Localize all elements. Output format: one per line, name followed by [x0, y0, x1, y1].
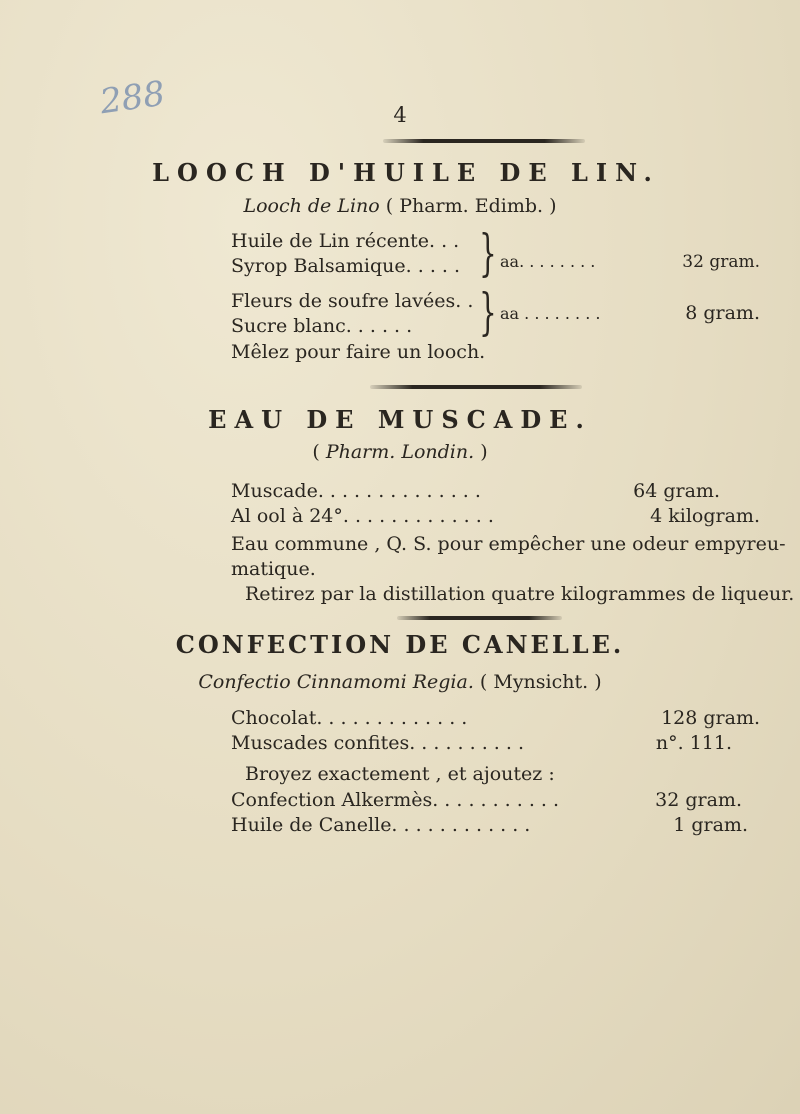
confection-row-2-name: Muscades confites. . . . . . . . . . [231, 732, 524, 754]
confection-row-1-name: Chocolat. . . . . . . . . . . . . [231, 707, 468, 729]
page-number: 4 [393, 103, 407, 127]
confection-subtitle-latin: Confectio Cinnamomi Regia. [198, 671, 474, 693]
confection-row-4-name: Huile de Canelle. . . . . . . . . . . . [231, 814, 531, 836]
handwritten-note: 288 [97, 73, 168, 123]
eau-text-2: matique. [231, 558, 316, 580]
eau-text-3: Retirez par la distillation quatre kilogrammes de liqueur. [245, 583, 795, 605]
confection-row-2-amount: n°. 111. [655, 732, 732, 754]
looch-aa-1: aa. . . . . . . . [500, 252, 596, 271]
eau-text-1: Eau commune , Q. S. pour empêcher une odeur empyreu- [231, 533, 786, 555]
confection-subtitle-source: ( Mynsicht. ) [479, 671, 602, 693]
looch-subtitle [0, 195, 800, 217]
eau-source: ( Pharm. Londin. ) [312, 441, 488, 463]
looch-item-3: Fleurs de soufre lavées. . [231, 290, 474, 312]
eau-source-latin: Pharm. Londin. [325, 441, 475, 463]
looch-subtitle-source: ( Pharm. Edimb. ) [385, 195, 557, 217]
looch-item-4: Sucre blanc. . . . . . [231, 315, 413, 337]
confection-row-4-amount: 1 gram. [673, 814, 748, 836]
looch-title: LOOCH D'HUILE DE LIN. [152, 158, 660, 187]
confection-row-3-name: Confection Alkermès. . . . . . . . . . . [231, 789, 560, 811]
eau-title: EAU DE MUSCADE. [208, 405, 592, 434]
looch-amount-2: 8 gram. [685, 302, 760, 324]
confection-row-3-amount: 32 gram. [655, 789, 742, 811]
brace-2: } [479, 283, 497, 341]
looch-aa-2: aa . . . . . . . . [500, 304, 601, 323]
looch-item-2: Syrop Balsamique. . . . . [231, 255, 461, 277]
rule-3 [397, 616, 562, 620]
looch-item-1: Huile de Lin récente. . . [231, 230, 460, 252]
eau-row-2-name: Al ool à 24°. . . . . . . . . . . . . [231, 505, 494, 527]
brace-1: } [479, 224, 497, 282]
confection-title: CONFECTION DE CANELLE. [175, 630, 625, 659]
top-rule [383, 139, 585, 143]
looch-instruction: Mêlez pour faire un looch. [231, 341, 486, 363]
confection-subtitle [0, 671, 800, 693]
rule-2 [370, 385, 582, 389]
eau-row-1-amount: 64 gram. [633, 480, 720, 502]
looch-subtitle-latin: Looch de Lino [243, 195, 380, 217]
looch-amount-1: 32 gram. [682, 252, 760, 272]
eau-row-1-name: Muscade. . . . . . . . . . . . . . [231, 480, 481, 502]
confection-row-1-amount: 128 gram. [661, 707, 760, 729]
eau-row-2-amount: 4 kilogram. [650, 505, 760, 527]
confection-instruction: Broyez exactement , et ajoutez : [245, 763, 555, 785]
